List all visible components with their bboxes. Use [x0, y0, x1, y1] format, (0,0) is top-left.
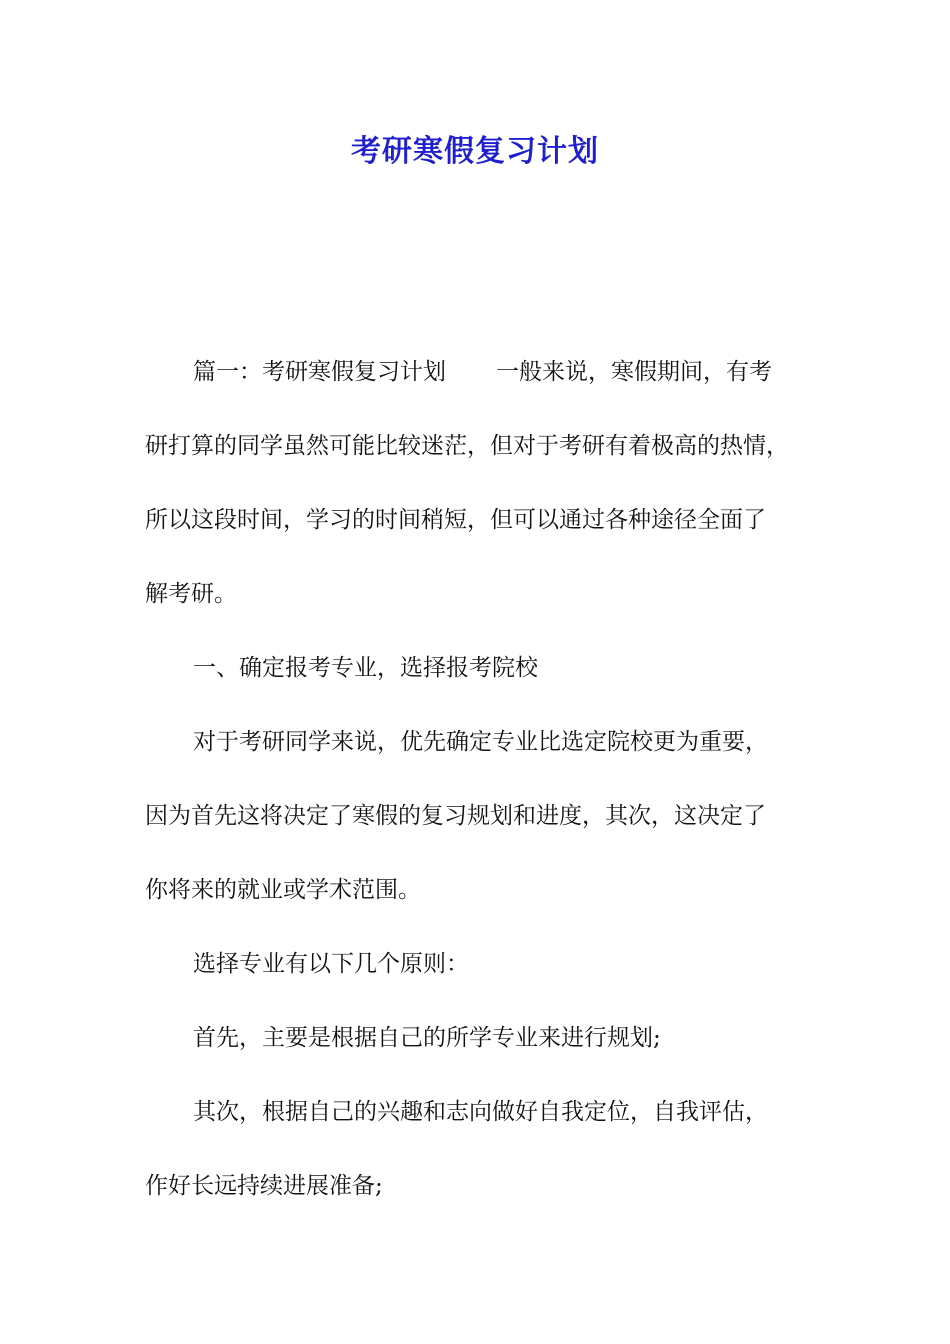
- body-line: [145, 335, 807, 409]
- body-line: 研打算的同学虽然可能比较迷茫，但对于考研有着极高的热情，: [145, 433, 789, 459]
- body-line: 你将来的就业或学术范围。: [145, 877, 421, 903]
- subsection-heading: 一、确定报考专业，选择报考院校: [193, 655, 538, 681]
- body-line: 因为首先这将决定了寒假的复习规划和进度，其次，这决定了: [145, 803, 766, 829]
- body-line: 作好长远持续进展准备;: [145, 1173, 383, 1199]
- body-text-run: 一般来说，寒假期间，有考: [496, 359, 772, 385]
- section-heading: 篇一：考研寒假复习计划: [193, 359, 446, 385]
- body-line: 解考研。: [145, 581, 237, 607]
- body-line: 首先，主要是根据自己的所学专业来进行规划;: [193, 1025, 661, 1051]
- body-line: 选择专业有以下几个原则：: [193, 951, 469, 977]
- body-line: 对于考研同学来说，优先确定专业比选定院校更为重要，: [193, 729, 768, 755]
- document-body: [145, 335, 807, 1223]
- body-line: 其次，根据自己的兴趣和志向做好自我定位，自我评估，: [193, 1099, 768, 1125]
- document-title: 考研寒假复习计划: [351, 134, 599, 169]
- body-line: 所以这段时间，学习的时间稍短，但可以通过各种途径全面了: [145, 507, 766, 533]
